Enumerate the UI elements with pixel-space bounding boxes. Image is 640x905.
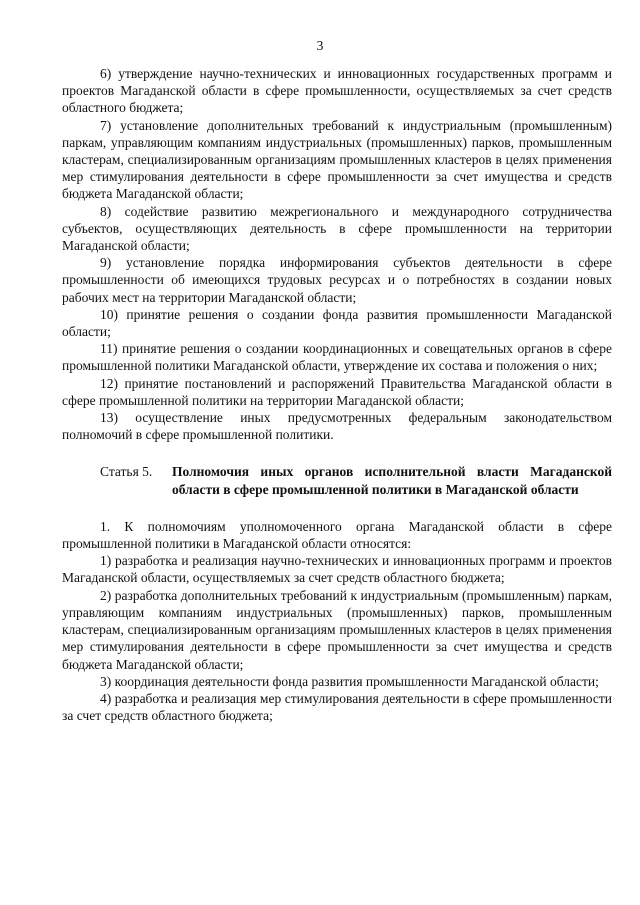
article-number: Статья 5. <box>100 464 153 480</box>
list-item: 1) разработка и реализация научно-технических и инновационных программ и проектов Магаданской области, осуществляемых за счет средств областного бюджета; <box>62 553 612 586</box>
list-item: 7) установление дополнительных требований к индустриальным (промышленным) паркам, управляющим компаниям индустриальных (промышленных) парков, промышленным кластерам, специализированным организациям промышленных кластеров в целях применения мер стимулирования деятельности в сфере промышленности за счет имущества и средств бюджета Магаданской области; <box>62 117 612 202</box>
list-item: 1. К полномочиям уполномоченного органа Магаданской области в сфере промышленной политики в Магаданской области относятся: <box>62 518 612 552</box>
list-item: 2) разработка дополнительных требований к индустриальным (промышленным) паркам, управляющим компаниям индустриальных (промышленных) парков, промышленным кластерам, специализированным организациям промышленных кластеров в целях применения мер стимулирования деятельности в сфере промышленности за счет имущества и средств бюджета Магаданской области; <box>62 587 612 672</box>
list-item: 6) утверждение научно-технических и инновационных государственных программ и проектов Магаданской области в сфере промышленности, осуществляемых за счет средств областного бюджета; <box>62 66 612 116</box>
list-item: 13) осуществление иных предусмотренных федеральным законодательством полномочий в сфере промышленной политики. <box>62 410 612 443</box>
list-item: 8) содействие развитию межрегионального и международного сотрудничества субъектов, осуществляющих деятельность в сфере промышленности на территории Магаданской области; <box>62 203 612 254</box>
list-item: 12) принятие постановлений и распоряжений Правительства Магаданской области в сфере промышленной политики на территории Магаданской области; <box>62 375 612 408</box>
list-item: 10) принятие решения о создании фонда развития промышленности Магаданской области; <box>62 306 612 340</box>
article-heading <box>62 463 612 497</box>
page-number: 3 <box>316 38 324 53</box>
document-body <box>62 65 612 724</box>
article-title: Полномочия иных органов исполнительной власти Магаданской области в сфере промышленной политики в Магаданской области <box>172 464 612 497</box>
article-5-body <box>62 518 612 724</box>
list-item: 3) координация деятельности фонда развития промышленности Магаданской области; <box>100 673 599 689</box>
list-item: 11) принятие решения о создании координационных и совещательных органов в сфере промышленной политики Магаданской области, утверждение их состава и положения о них; <box>62 341 612 374</box>
list-item: 9) установление порядка информирования субъектов деятельности в сфере промышленности об имеющихся трудовых ресурсах и о потребностях в создании новых рабочих мест на территории Магаданской области; <box>62 255 612 305</box>
list-item: 4) разработка и реализация мер стимулирования деятельности в сфере промышленности за счет средств областного бюджета; <box>62 690 612 724</box>
powers-list-continued <box>62 65 612 443</box>
